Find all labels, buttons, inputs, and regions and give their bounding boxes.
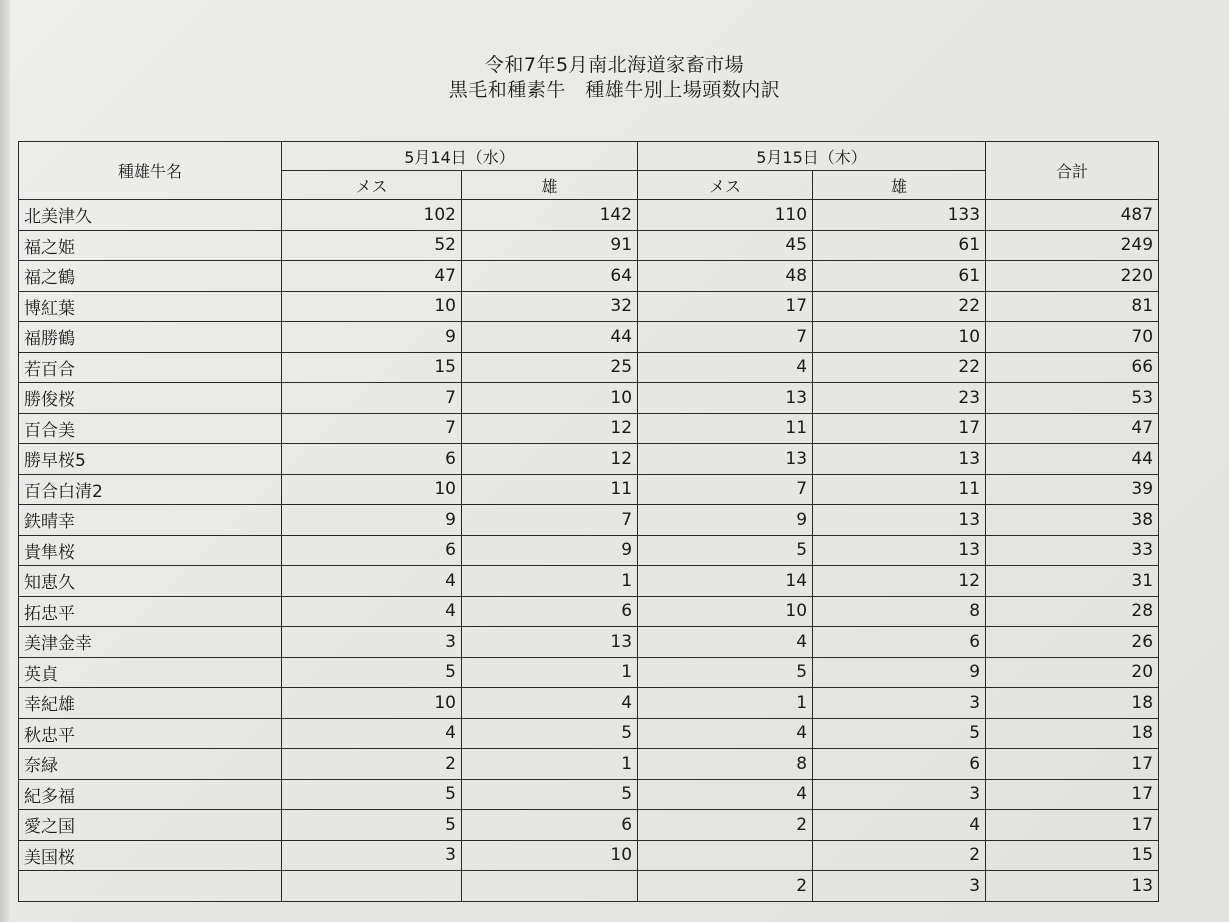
table-row bbox=[19, 291, 1159, 322]
day2-male-cell: 11 bbox=[813, 474, 986, 505]
bull-name-cell bbox=[19, 871, 282, 902]
day1-male-cell: 11 bbox=[462, 474, 638, 505]
total-cell: 44 bbox=[986, 444, 1159, 475]
day2-female-cell: 14 bbox=[638, 566, 813, 597]
day1-male-cell: 13 bbox=[462, 627, 638, 658]
day2-female-cell: 4 bbox=[638, 627, 813, 658]
header-day2-female: メス bbox=[638, 171, 813, 200]
day2-female-cell: 5 bbox=[638, 535, 813, 566]
day2-male-cell: 61 bbox=[813, 230, 986, 261]
day2-female-cell: 110 bbox=[638, 200, 813, 231]
day1-female-cell: 15 bbox=[282, 352, 462, 383]
total-cell: 17 bbox=[986, 749, 1159, 780]
day2-female-cell: 13 bbox=[638, 383, 813, 414]
bull-name-cell: 百合白清2 bbox=[19, 474, 282, 505]
bull-name-cell: 福之姫 bbox=[19, 230, 282, 261]
day1-male-cell: 64 bbox=[462, 261, 638, 292]
day2-female-cell: 4 bbox=[638, 718, 813, 749]
table-row bbox=[19, 413, 1159, 444]
day1-male-cell: 7 bbox=[462, 505, 638, 536]
day2-male-cell: 22 bbox=[813, 352, 986, 383]
bull-name-cell: 鉄晴幸 bbox=[19, 505, 282, 536]
table-row bbox=[19, 749, 1159, 780]
document-title-line1: 令和7年5月南北海道家畜市場 bbox=[484, 54, 745, 76]
table-row bbox=[19, 200, 1159, 231]
header-day2-male: 雄 bbox=[813, 171, 986, 200]
table-row bbox=[19, 688, 1159, 719]
day2-male-cell: 23 bbox=[813, 383, 986, 414]
table-row bbox=[19, 322, 1159, 353]
day2-female-cell: 48 bbox=[638, 261, 813, 292]
day2-male-cell: 10 bbox=[813, 322, 986, 353]
day1-male-cell: 5 bbox=[462, 779, 638, 810]
day1-male-cell: 91 bbox=[462, 230, 638, 261]
day1-male-cell: 9 bbox=[462, 535, 638, 566]
total-cell: 38 bbox=[986, 505, 1159, 536]
bull-name-cell: 福之鶴 bbox=[19, 261, 282, 292]
day2-female-cell: 7 bbox=[638, 474, 813, 505]
total-cell: 17 bbox=[986, 810, 1159, 841]
day1-female-cell: 10 bbox=[282, 688, 462, 719]
day1-female-cell: 10 bbox=[282, 474, 462, 505]
day2-male-cell: 3 bbox=[813, 871, 986, 902]
day1-female-cell: 47 bbox=[282, 261, 462, 292]
table-row bbox=[19, 566, 1159, 597]
total-cell: 249 bbox=[986, 230, 1159, 261]
total-cell: 18 bbox=[986, 688, 1159, 719]
total-cell: 487 bbox=[986, 200, 1159, 231]
bull-name-cell: 英貞 bbox=[19, 657, 282, 688]
day1-female-cell: 6 bbox=[282, 535, 462, 566]
day2-male-cell: 9 bbox=[813, 657, 986, 688]
day2-female-cell: 5 bbox=[638, 657, 813, 688]
total-cell: 47 bbox=[986, 413, 1159, 444]
day1-female-cell: 52 bbox=[282, 230, 462, 261]
bull-count-table bbox=[18, 141, 1159, 902]
bull-name-cell: 美津金幸 bbox=[19, 627, 282, 658]
day2-male-cell: 8 bbox=[813, 596, 986, 627]
day2-male-cell: 5 bbox=[813, 718, 986, 749]
bull-name-cell: 北美津久 bbox=[19, 200, 282, 231]
bull-name-cell: 幸紀雄 bbox=[19, 688, 282, 719]
bull-name-cell: 拓忠平 bbox=[19, 596, 282, 627]
day1-male-cell bbox=[462, 871, 638, 902]
day2-male-cell: 13 bbox=[813, 535, 986, 566]
day1-female-cell: 4 bbox=[282, 566, 462, 597]
day2-female-cell: 7 bbox=[638, 322, 813, 353]
day1-female-cell bbox=[282, 871, 462, 902]
total-cell: 33 bbox=[986, 535, 1159, 566]
bull-name-cell: 福勝鶴 bbox=[19, 322, 282, 353]
day1-female-cell: 9 bbox=[282, 505, 462, 536]
day2-female-cell: 4 bbox=[638, 352, 813, 383]
day2-female-cell: 2 bbox=[638, 810, 813, 841]
table-row bbox=[19, 383, 1159, 414]
total-cell: 18 bbox=[986, 718, 1159, 749]
day1-female-cell: 6 bbox=[282, 444, 462, 475]
bull-name-cell: 勝早桜5 bbox=[19, 444, 282, 475]
bull-name-cell: 博紅葉 bbox=[19, 291, 282, 322]
table-row bbox=[19, 779, 1159, 810]
bull-name-cell: 若百合 bbox=[19, 352, 282, 383]
total-cell: 17 bbox=[986, 779, 1159, 810]
day2-female-cell bbox=[638, 840, 813, 871]
day1-male-cell: 10 bbox=[462, 383, 638, 414]
bull-name-cell: 勝俊桜 bbox=[19, 383, 282, 414]
day1-female-cell: 2 bbox=[282, 749, 462, 780]
total-cell: 220 bbox=[986, 261, 1159, 292]
total-cell: 81 bbox=[986, 291, 1159, 322]
total-cell: 66 bbox=[986, 352, 1159, 383]
day1-female-cell: 5 bbox=[282, 810, 462, 841]
day2-female-cell: 10 bbox=[638, 596, 813, 627]
table-row bbox=[19, 535, 1159, 566]
day2-female-cell: 8 bbox=[638, 749, 813, 780]
page-binding-edge bbox=[0, 0, 10, 922]
table-row bbox=[19, 444, 1159, 475]
header-day1: 5月14日（水） bbox=[282, 142, 638, 171]
day1-female-cell: 7 bbox=[282, 383, 462, 414]
bull-name-cell: 知恵久 bbox=[19, 566, 282, 597]
day1-male-cell: 5 bbox=[462, 718, 638, 749]
table-row bbox=[19, 474, 1159, 505]
day1-male-cell: 142 bbox=[462, 200, 638, 231]
day1-male-cell: 1 bbox=[462, 566, 638, 597]
day1-female-cell: 102 bbox=[282, 200, 462, 231]
total-cell: 26 bbox=[986, 627, 1159, 658]
day2-male-cell: 22 bbox=[813, 291, 986, 322]
day2-male-cell: 12 bbox=[813, 566, 986, 597]
header-total: 合計 bbox=[986, 142, 1159, 200]
day2-male-cell: 6 bbox=[813, 627, 986, 658]
day1-male-cell: 6 bbox=[462, 596, 638, 627]
table-row bbox=[19, 718, 1159, 749]
day1-male-cell: 12 bbox=[462, 444, 638, 475]
day1-female-cell: 10 bbox=[282, 291, 462, 322]
total-cell: 31 bbox=[986, 566, 1159, 597]
day2-male-cell: 13 bbox=[813, 505, 986, 536]
bull-name-cell: 紀多福 bbox=[19, 779, 282, 810]
table-body bbox=[19, 200, 1159, 902]
total-cell: 13 bbox=[986, 871, 1159, 902]
day2-female-cell: 9 bbox=[638, 505, 813, 536]
bull-name-cell: 貴隼桜 bbox=[19, 535, 282, 566]
table-row bbox=[19, 352, 1159, 383]
day1-male-cell: 6 bbox=[462, 810, 638, 841]
day1-male-cell: 1 bbox=[462, 749, 638, 780]
day1-male-cell: 10 bbox=[462, 840, 638, 871]
day2-male-cell: 6 bbox=[813, 749, 986, 780]
total-cell: 39 bbox=[986, 474, 1159, 505]
table-row bbox=[19, 230, 1159, 261]
bull-name-cell: 百合美 bbox=[19, 413, 282, 444]
day2-male-cell: 2 bbox=[813, 840, 986, 871]
day2-female-cell: 1 bbox=[638, 688, 813, 719]
day1-female-cell: 3 bbox=[282, 840, 462, 871]
table-row bbox=[19, 810, 1159, 841]
day2-female-cell: 17 bbox=[638, 291, 813, 322]
bull-name-cell: 美国桜 bbox=[19, 840, 282, 871]
day2-female-cell: 4 bbox=[638, 779, 813, 810]
day1-male-cell: 4 bbox=[462, 688, 638, 719]
table-row bbox=[19, 871, 1159, 902]
day2-male-cell: 133 bbox=[813, 200, 986, 231]
table-row bbox=[19, 261, 1159, 292]
day2-male-cell: 3 bbox=[813, 779, 986, 810]
day2-female-cell: 45 bbox=[638, 230, 813, 261]
day2-female-cell: 13 bbox=[638, 444, 813, 475]
header-day2: 5月15日（木） bbox=[638, 142, 986, 171]
bull-name-cell: 愛之国 bbox=[19, 810, 282, 841]
day2-male-cell: 3 bbox=[813, 688, 986, 719]
total-cell: 15 bbox=[986, 840, 1159, 871]
header-day1-female: メス bbox=[282, 171, 462, 200]
day1-male-cell: 12 bbox=[462, 413, 638, 444]
table-row bbox=[19, 840, 1159, 871]
day1-male-cell: 25 bbox=[462, 352, 638, 383]
day2-female-cell: 2 bbox=[638, 871, 813, 902]
day2-male-cell: 61 bbox=[813, 261, 986, 292]
day2-male-cell: 13 bbox=[813, 444, 986, 475]
total-cell: 20 bbox=[986, 657, 1159, 688]
table-row bbox=[19, 505, 1159, 536]
table-row bbox=[19, 627, 1159, 658]
header-day1-male: 雄 bbox=[462, 171, 638, 200]
day2-female-cell: 11 bbox=[638, 413, 813, 444]
header-bull-name: 種雄牛名 bbox=[19, 142, 282, 200]
day1-female-cell: 5 bbox=[282, 779, 462, 810]
day1-female-cell: 9 bbox=[282, 322, 462, 353]
total-cell: 28 bbox=[986, 596, 1159, 627]
day1-female-cell: 7 bbox=[282, 413, 462, 444]
day1-female-cell: 4 bbox=[282, 596, 462, 627]
day1-male-cell: 32 bbox=[462, 291, 638, 322]
table-row bbox=[19, 596, 1159, 627]
table-row bbox=[19, 657, 1159, 688]
document-title-line2: 黒毛和種素牛 種雄牛別上場頭数内訳 bbox=[448, 79, 781, 101]
day1-male-cell: 1 bbox=[462, 657, 638, 688]
day1-female-cell: 4 bbox=[282, 718, 462, 749]
day1-female-cell: 3 bbox=[282, 627, 462, 658]
day1-male-cell: 44 bbox=[462, 322, 638, 353]
bull-name-cell: 奈緑 bbox=[19, 749, 282, 780]
bull-name-cell: 秋忠平 bbox=[19, 718, 282, 749]
day2-male-cell: 4 bbox=[813, 810, 986, 841]
total-cell: 70 bbox=[986, 322, 1159, 353]
day2-male-cell: 17 bbox=[813, 413, 986, 444]
total-cell: 53 bbox=[986, 383, 1159, 414]
day1-female-cell: 5 bbox=[282, 657, 462, 688]
